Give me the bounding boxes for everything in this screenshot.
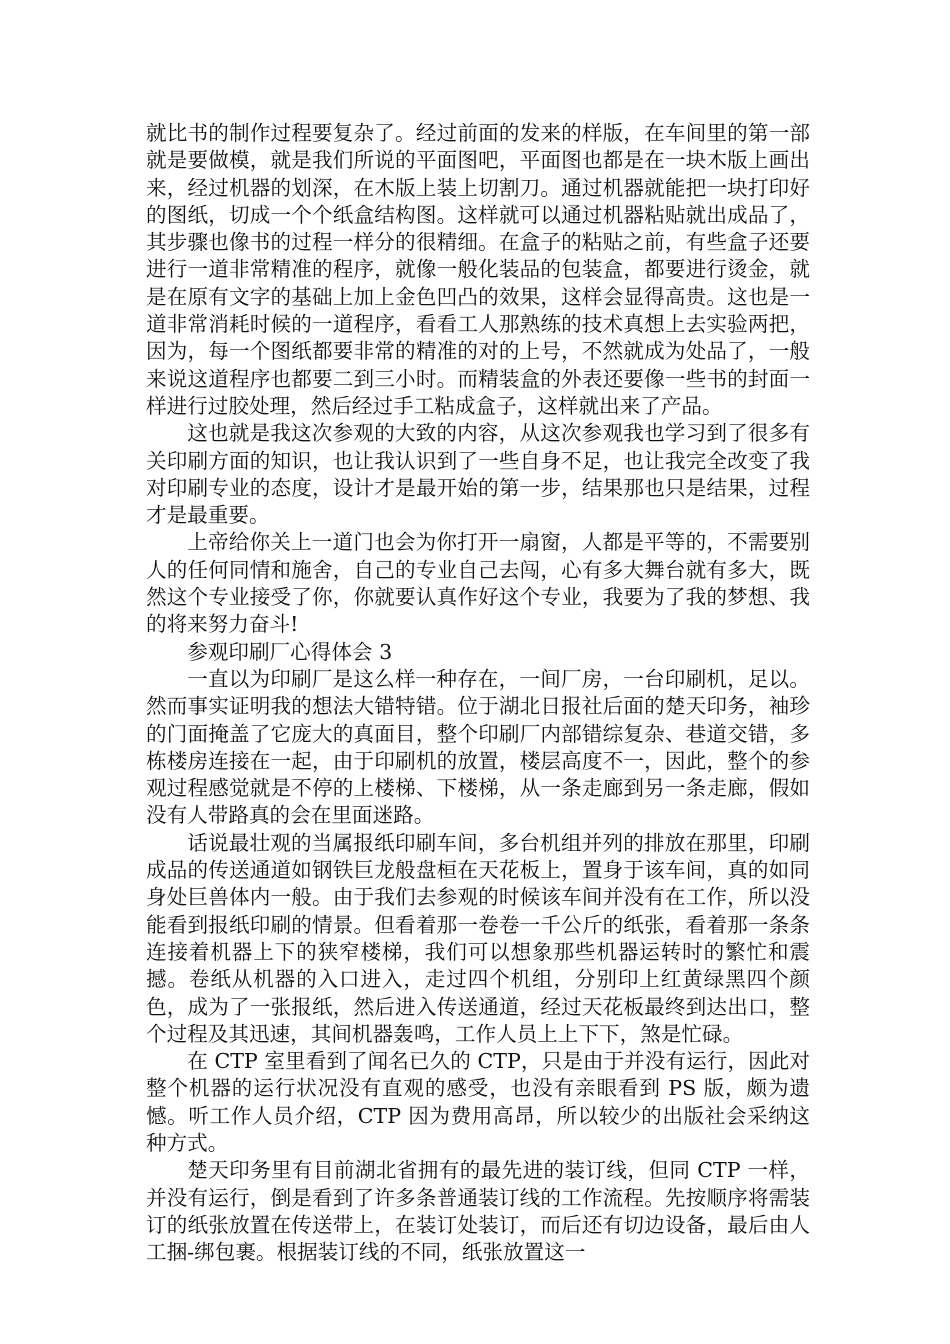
paragraph-box-making-process: 就比书的制作过程要复杂了。经过前面的发来的样版，在车间里的第一部就是要做模，就是我们所说的平面图吧，平面图也都是在一块木版上画出来，经过机器的划深，在木版上装上切割刀。通过机器就能把一块打印好的图纸，切成一个个纸盒结构图。这样就可以通过机器粘贴就出成品了，其步骤也像书的过程一样分的很精细。在盒子的粘贴之前，有些盒子还要进行一道非常精准的程序，就像一般化装品的包装盒，都要进行烫金，就是在原有文字的基础上加上金色凹凸的效果，这样会显得高贵。这也是一道非常消耗时候的一道程序，看看工人那熟练的技术真想上去实验两把，因为，每一个图纸都要非常的精准的对的上号，不然就成为处品了，一般来说这道程序也都要二到三小时。而精装盒的外表还要像一些书的封面一样进行过胶处理，然后经过手工粘成盒子，这样就出来了产品。: [146, 121, 810, 418]
paragraph-visit-summary: 这也就是我这次参观的大致的内容，从这次参观我也学习到了很多有关印刷方面的知识，也让我认识到了一些自身不足，也让我完全改变了我对印刷专业的态度，设计才是最开始的第一步，结果那也只是结果，过程才是最重要。: [146, 421, 810, 528]
paragraph-ctp-room: 在 CTP 室里看到了闻名已久的 CTP，只是由于并没有运行，因此对整个机器的运行状况没有直观的感受，也没有亲眼看到 PS 版，颇为遗憾。听工作人员介绍，CTP 因为费用高昂，所以较少的出版社会采纳这种方式。: [146, 1049, 810, 1155]
section-heading: 参观印刷厂心得体会 3: [187, 639, 393, 664]
paragraph-newspaper-workshop: 话说最壮观的当属报纸印刷车间，多台机组并列的排放在那里，印刷成品的传送通道如钢铁巨龙般盘桓在天花板上，置身于该车间，真的如同身处巨兽体内一般。由于我们去参观的时候该车间并没有在工作，所以没能看到报纸印刷的情景。但看着那一卷卷一千公斤的纸张，看着那一条条连接着机器上下的狭窄楼梯，我们可以想象那些机器运转时的繁忙和震撼。卷纸从机器的入口进入，走过四个机组，分别印上红黄绿黑四个颜色，成为了一张报纸，然后进入传送通道，经过天花板最终到达出口，整个过程及其迅速，其间机器轰鸣，工作人员上上下下，煞是忙碌。: [146, 830, 810, 1046]
document-body: [146, 120, 810, 1266]
paragraph-personal-resolve: 上帝给你关上一道门也会为你打开一扇窗，人都是平等的，不需要别人的任何同情和施舍，自己的专业自己去闯，心有多大舞台就有多大，既然这个专业接受了你，你就要认真作好这个专业，我要为了我的梦想、我的将来努力奋斗!: [146, 530, 810, 637]
paragraph-factory-layout: 一直以为印刷厂是这么样一种存在，一间厂房，一台印刷机，足以。然而事实证明我的想法大错特错。位于湖北日报社后面的楚天印务，袖珍的门面掩盖了它庞大的真面目，整个印刷厂内部错综复杂、巷道交错，多栋楼房连接在一起，由于印刷机的放置，楼层高度不一，因此，整个的参观过程感觉就是不停的上楼梯、下楼梯，从一条走廊到另一条走廊，假如没有人带路真的会在里面迷路。: [146, 666, 810, 828]
paragraph-binding-line: 楚天印务里有目前湖北省拥有的最先进的装订线，但同 CTP 一样，并没有运行，倒是看到了许多条普通装订线的工作流程。先按顺序将需装订的纸张放置在传送带上，在装订处装订，而后还有切边设备，最后由人工捆-绑包裹。根据装订线的不同，纸张放置这一: [146, 1158, 810, 1265]
